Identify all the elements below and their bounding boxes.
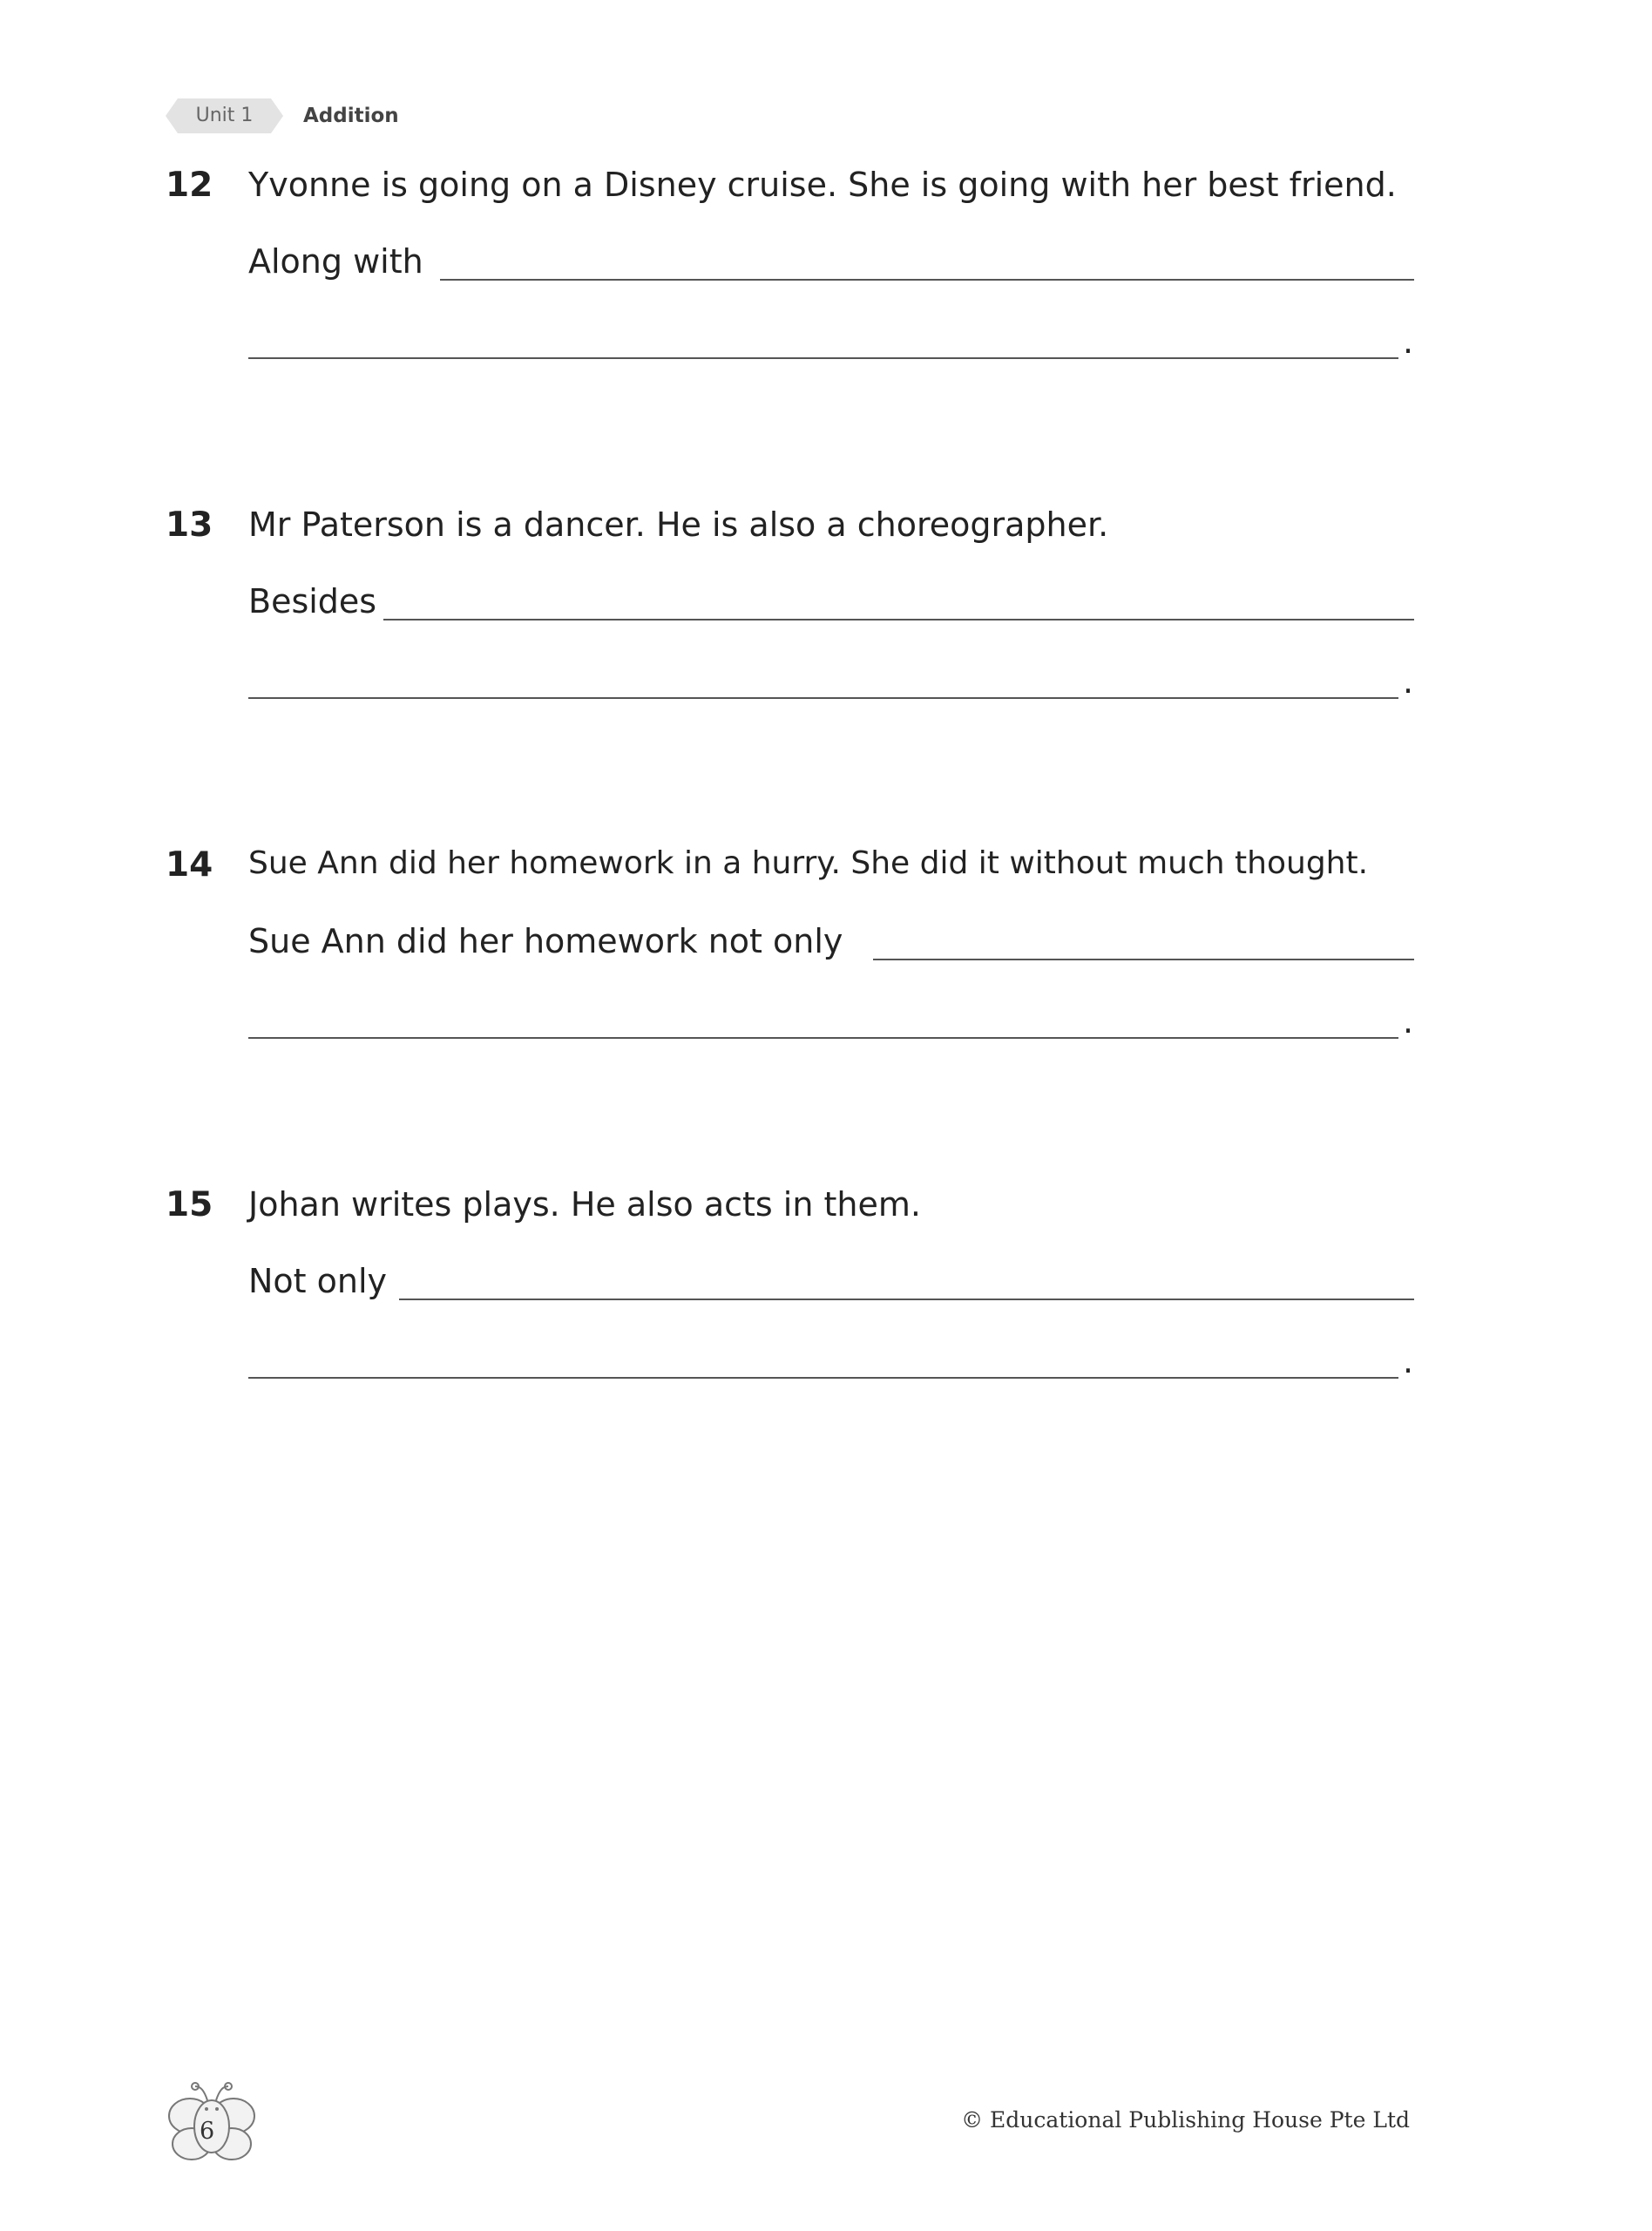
question-text: Sue Ann did her homework in a hurry. She did it without much thought. — [248, 845, 1369, 881]
answer-line-2[interactable] — [248, 697, 1398, 699]
question-number: 15 — [166, 1185, 213, 1224]
unit-label: Unit 1 — [195, 105, 254, 126]
answer-prompt: Besides — [248, 582, 377, 620]
answer-line-2[interactable] — [248, 1377, 1398, 1379]
end-period: . — [1403, 322, 1414, 361]
end-period: . — [1403, 1342, 1414, 1380]
question-number: 13 — [166, 505, 213, 545]
question-text: Yvonne is going on a Disney cruise. She is going with her best friend. — [248, 166, 1397, 204]
topic-title: Addition — [303, 105, 399, 127]
answer-line-1[interactable] — [873, 959, 1414, 960]
answer-line-1[interactable] — [399, 1299, 1414, 1300]
unit-tab — [166, 98, 283, 133]
question-number: 14 — [166, 845, 213, 885]
end-period: . — [1403, 1002, 1414, 1041]
answer-prompt: Not only — [248, 1262, 388, 1300]
answer-line-2[interactable] — [248, 357, 1398, 359]
answer-line-1[interactable] — [383, 619, 1414, 620]
answer-line-1[interactable] — [440, 279, 1414, 281]
question-text: Mr Paterson is a dancer. He is also a choreographer. — [248, 505, 1109, 544]
answer-prompt: Sue Ann did her homework not only — [248, 922, 843, 960]
question-text: Johan writes plays. He also acts in them. — [248, 1185, 921, 1224]
end-period: . — [1403, 662, 1414, 701]
copyright-notice: © Educational Publishing House Pte Ltd — [961, 2107, 1410, 2133]
page-number-badge — [164, 2072, 260, 2168]
page-number: 6 — [200, 2118, 215, 2145]
question-number: 12 — [166, 166, 213, 205]
answer-prompt: Along with — [248, 242, 423, 281]
answer-line-2[interactable] — [248, 1037, 1398, 1039]
